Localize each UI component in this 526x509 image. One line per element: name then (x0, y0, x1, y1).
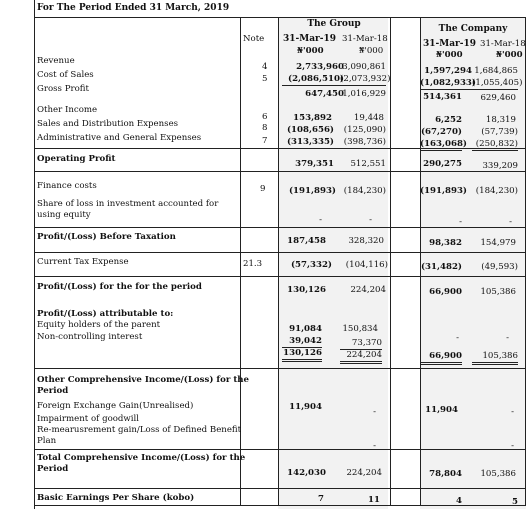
c18-gross-profit: 629,460 (480, 93, 516, 103)
label-nci: Non-controlling interest (37, 332, 143, 342)
c18-finance-costs: (184,230) (475, 186, 518, 196)
company-header: The Company (438, 24, 508, 34)
group-col-2019: 31-Mar-19 (283, 34, 337, 44)
label-oci-1: Other Comprehensive Income/(Loss) for the (37, 375, 250, 385)
c19-other-income: 6,252 (435, 115, 462, 125)
c18-cost-of-sales: (1,055,405) (472, 78, 523, 88)
c19-equity-holders: - (456, 333, 459, 343)
label-attributable: Profit/(Loss) attributable to: (37, 309, 174, 319)
sep-tax-bottom (34, 276, 526, 277)
g19-other-income: 153,892 (293, 113, 332, 123)
label-operating-profit: Operating Profit (37, 154, 116, 164)
company-unit-2018: ₦'000 (496, 50, 523, 60)
sep-eps-top (34, 488, 526, 489)
company-col-2018: 31-Mar-18 (480, 39, 526, 49)
g19-eps: 7 (318, 494, 324, 504)
label-share-of-loss-2: using equity (37, 210, 91, 220)
c18-other-income: 18,319 (485, 115, 516, 125)
label-impairment: Impairment of goodwill (37, 414, 140, 424)
c18-profit-period: 105,386 (480, 287, 516, 297)
period-title: For The Period Ended 31 March, 2019 (37, 3, 230, 13)
g18-sales-dist: (125,090) (343, 125, 386, 135)
label-gross-profit: Gross Profit (37, 84, 89, 94)
note-revenue: 4 (262, 62, 268, 72)
group-col-2018: 31-Mar-18 (342, 34, 388, 44)
g18-remeasurement: - (373, 441, 376, 451)
g19-profit-period: 130,126 (287, 285, 326, 295)
label-cost-of-sales: Cost of Sales (37, 70, 94, 80)
c18-equity-holders: - (506, 333, 509, 343)
c19-finance-costs: (191,893) (420, 186, 468, 196)
c18-operating-profit: 339,209 (482, 161, 518, 171)
company-col-2019: 31-Mar-19 (423, 39, 477, 49)
label-finance-costs: Finance costs (37, 181, 97, 191)
c18-eps: 5 (512, 497, 518, 507)
g18-operating-profit: 512,551 (350, 159, 386, 169)
c19-share-of-loss: - (459, 217, 462, 227)
c18-sales-dist: (57,739) (481, 127, 518, 137)
group-header: The Group (307, 19, 361, 29)
label-profit-period: Profit/(Loss) for the for the period (37, 282, 202, 292)
c18-tci: 105,386 (480, 469, 516, 479)
label-share-of-loss-1: Share of loss in investment accounted for (37, 199, 219, 209)
group-unit-2019: ₦'000 (297, 46, 324, 56)
note-admin: 7 (262, 136, 268, 146)
c19-profit-period: 66,900 (429, 287, 462, 297)
g19-current-tax: (57,332) (290, 260, 332, 270)
g18-share-of-loss: - (369, 215, 372, 225)
top-rule (34, 17, 526, 18)
c19-sales-dist: (67,270) (420, 127, 462, 137)
label-tci-1: Total Comprehensive Income/(Loss) for the (37, 453, 246, 463)
g18-nci: 73,370 (340, 339, 382, 350)
label-eps: Basic Earnings Per Share (kobo) (37, 493, 195, 503)
label-tci-2: Period (37, 464, 69, 474)
c18-fx-gain: - (511, 407, 514, 417)
g19-finance-costs: (191,893) (288, 186, 336, 196)
c19-operating-profit: 290,275 (423, 159, 462, 169)
g19-fx-gain: 11,904 (289, 402, 322, 412)
c19-current-tax: (31,482) (420, 262, 462, 272)
c18-current-tax: (49,593) (481, 262, 518, 272)
sep-attrib-bottom (34, 368, 526, 369)
g19-nci: 39,042 (282, 337, 322, 348)
c18-admin: (250,832) (472, 140, 518, 151)
c18-attrib-total: 105,386 (472, 352, 518, 365)
c19-revenue: 1,597,294 (424, 66, 472, 76)
group-col-right (390, 17, 391, 506)
c19-cost-of-sales: (1,082,933) (420, 78, 476, 88)
label-remeasurement-2: Plan (37, 436, 57, 446)
sep-pbt-top (34, 227, 526, 228)
g18-gross-profit: 1,016,929 (342, 89, 386, 99)
sep-pbt-bottom (34, 252, 526, 253)
g19-attrib-total: 130,126 (282, 349, 322, 362)
g19-cost-of-sales: (2,086,510) (282, 75, 344, 86)
g19-sales-dist: (108,656) (286, 125, 334, 135)
sep-opprofit-bottom (34, 171, 526, 172)
label-oci-2: Period (37, 386, 69, 396)
g18-equity-holders: 150,834 (342, 324, 378, 334)
g18-revenue: 3,090,861 (342, 62, 386, 72)
g18-fx-gain: - (373, 407, 376, 417)
note-header: Note (243, 34, 265, 44)
g18-eps: 11 (368, 495, 380, 505)
g19-revenue: 2,733,960 (296, 62, 344, 72)
label-pbt: Profit/(Loss) Before Taxation (37, 232, 176, 242)
note-cost-of-sales: 5 (262, 74, 268, 84)
group-unit-2018: ₦'000 (359, 46, 384, 56)
c19-tci: 78,804 (429, 469, 462, 479)
g18-cost-of-sales: (2,073,932) (340, 74, 391, 84)
g18-other-income: 19,448 (353, 113, 384, 123)
g18-pbt: 328,320 (348, 236, 384, 246)
g19-equity-holders: 91,084 (289, 324, 322, 334)
c19-pbt: 98,382 (429, 238, 462, 248)
c18-pbt: 154,979 (480, 238, 516, 248)
g19-tci: 142,030 (287, 468, 326, 478)
g19-pbt: 187,458 (287, 236, 326, 246)
c19-gross-profit: 514,361 (423, 92, 462, 102)
left-border (34, 0, 35, 509)
c18-remeasurement: - (511, 441, 514, 451)
g18-current-tax: (104,116) (345, 260, 388, 270)
label-remeasurement-1: Re-mearusrement gain/Loss of Defined Benefit (37, 425, 242, 435)
g18-finance-costs: (184,230) (343, 186, 386, 196)
c19-fx-gain: 11,904 (425, 405, 458, 415)
label-sales-dist: Sales and Distribution Expenses (37, 119, 179, 129)
c19-eps: 4 (456, 496, 462, 506)
sep-tci-top (34, 449, 526, 450)
note-finance-costs: 9 (260, 184, 266, 194)
g19-admin: (313,335) (282, 138, 334, 149)
g18-tci: 224,204 (346, 468, 382, 478)
group-col-left (278, 17, 279, 506)
g18-profit-period: 224,204 (350, 285, 386, 295)
c19-attrib-total: 66,900 (420, 352, 462, 365)
note-sales-dist: 8 (262, 123, 268, 133)
g19-operating-profit: 379,351 (295, 159, 334, 169)
c18-revenue: 1,684,865 (474, 66, 518, 76)
label-revenue: Revenue (37, 56, 75, 66)
company-unit-2019: ₦'000 (436, 50, 463, 60)
label-equity-holders: Equity holders of the parent (37, 320, 161, 330)
c19-admin: (163,068) (420, 139, 468, 149)
note-other-income: 6 (262, 112, 268, 122)
label-admin: Administrative and General Expenses (37, 133, 202, 143)
g19-gross-profit: 647,450 (305, 89, 344, 99)
g18-attrib-total: 224,204 (340, 351, 382, 364)
label-other-income: Other Income (37, 105, 98, 115)
label-fx-gain: Foreign Exchange Gain(Unrealised) (37, 401, 194, 411)
label-current-tax: Current Tax Expense (37, 257, 129, 267)
c18-share-of-loss: - (509, 217, 512, 227)
g18-admin: (398,736) (340, 138, 386, 149)
note-current-tax: 21.3 (243, 259, 263, 269)
g19-share-of-loss: - (319, 215, 322, 225)
